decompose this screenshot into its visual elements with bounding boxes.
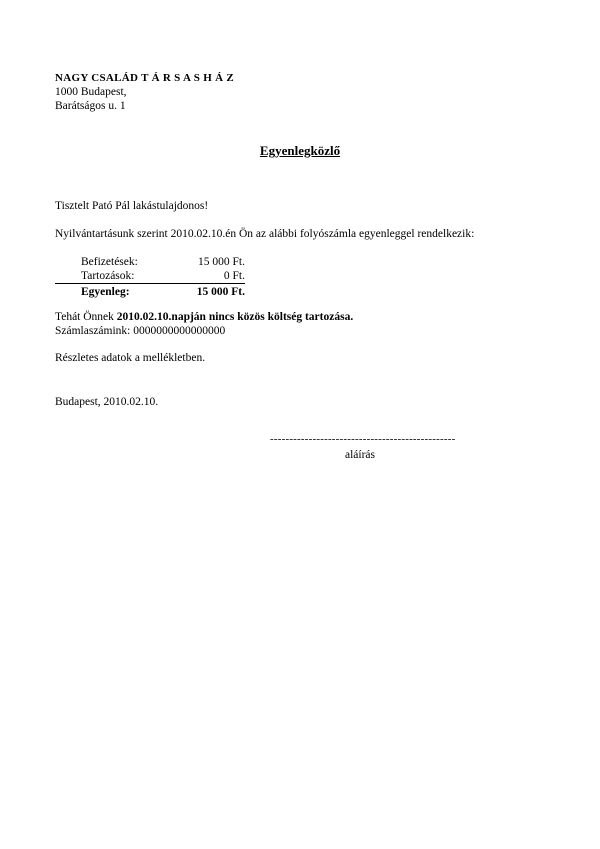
result-statement: [55, 311, 353, 323]
balance-total-value: 15 000 Ft.: [196, 286, 245, 298]
salutation: Tisztelt Pató Pál lakástulajdonos!: [55, 200, 209, 212]
balance-row-label: Befizetések:: [81, 256, 138, 268]
details-note: Részletes adatok a mellékletben.: [55, 352, 206, 364]
balance-row-label: Tartozások:: [81, 270, 135, 282]
intro-text: Nyilvántartásunk szerint 2010.02.10.én Ön az alábbi folyószámla egyenleggel rendelkezik:: [55, 228, 475, 240]
organization-address-line1: 1000 Budapest,: [55, 86, 127, 98]
balance-row-payments: [55, 255, 245, 269]
result-date: 2010.02.10: [116, 311, 169, 323]
place-and-date: Budapest, 2010.02.10.: [55, 396, 159, 408]
document-title: Egyenlegközlő: [259, 143, 341, 158]
result-suffix: .napján nincs közös költség tartozása.: [168, 311, 354, 323]
signature-line: ------------------------------------------------: [270, 433, 456, 445]
balance-row-total: [55, 283, 245, 299]
account-number: Számlaszámink: 0000000000000000: [55, 325, 226, 337]
signature-label: aláírás: [344, 449, 375, 461]
balance-row-debts: [55, 269, 245, 283]
result-prefix: Tehát Önnek: [55, 311, 117, 323]
balance-table: [55, 255, 245, 299]
organization-address-line2: Barátságos u. 1: [55, 100, 126, 112]
organization-name: NAGY CSALÁD T Á R S A S H Á Z: [55, 72, 235, 84]
balance-row-value: 15 000 Ft.: [198, 256, 245, 268]
balance-row-value: 0 Ft.: [223, 270, 245, 282]
balance-total-label: Egyenleg:: [81, 286, 130, 298]
